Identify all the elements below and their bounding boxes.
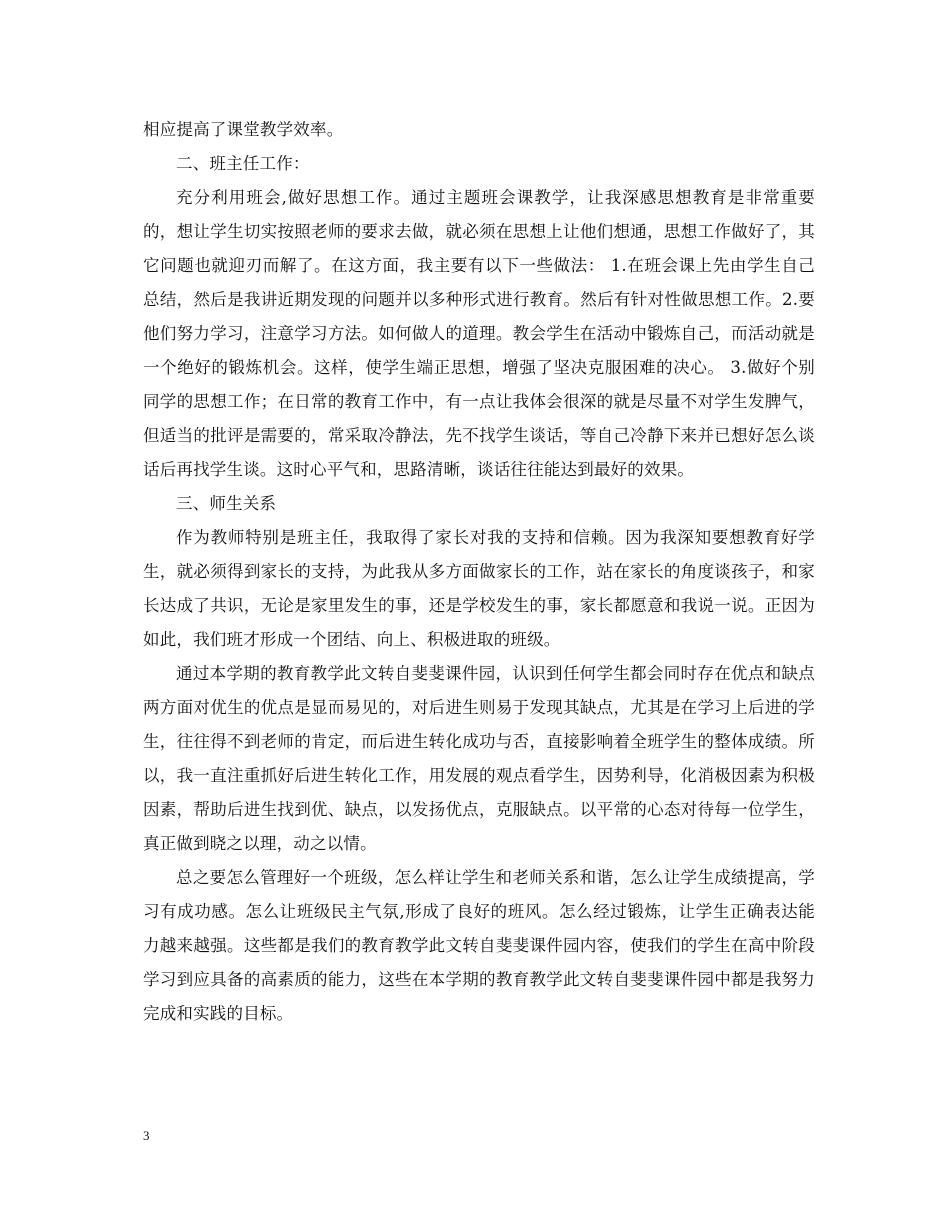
paragraph-continuation: 相应提高了课堂教学效率。: [143, 120, 344, 139]
page-number: 3: [143, 1128, 150, 1143]
document-body: [143, 113, 815, 1031]
paragraph-class-meeting: 充分利用班会,做好思想工作。通过主题班会课教学，让我深感思想教育是非常重要的，想让学生切实按照老师的要求去做，就必须在思想上让他们想通，思想工作做好了，其它问题也就迎刃而解了。在这方面，我主要有以下一些做法： 1.在班会课上先由学生自己总结，然后是我讲近期发现的问题并以多种形式进行教育。然后有针对性做思想工作。2.要他们努力学习，注意学习方法。如何做人的道理。教会学生在活动中锻炼自己，而活动就是一个绝好的锻炼机会。这样，使学生端正思想，增强了坚决克服困难的决心。 3.做好个别同学的思想工作；在日常的教育工作中，有一点让我体会很深的就是尽量不对学生发脾气，但适当的批评是需要的，常采取冷静法，先不找学生谈话，等自己冷静下来并已想好怎么谈话后再找学生谈。这时心平气和，思路清晰，谈话往往能达到最好的效果。: [143, 188, 815, 479]
paragraph-parent-support: 作为教师特别是班主任，我取得了家长对我的支持和信赖。因为我深知要想教育好学生，就必须得到家长的支持，为此我从多方面做家长的工作，站在家长的角度谈孩子，和家长达成了共识，无论是家里发生的事，还是学校发生的事，家长都愿意和我说一说。正因为如此，我们班才形成一个团结、向上、积极进取的班级。: [143, 528, 815, 649]
paragraph-conclusion: 总之要怎么管理好一个班级，怎么样让学生和老师关系和谐，怎么让学生成绩提高，学习有成功感。怎么让班级民主气氛,形成了良好的班风。怎么经过锻炼，让学生正确表达能力越来越强。这些都是我们的教育教学此文转自斐斐课件园内容，使我们的学生在高中阶段学习到应具备的高素质的能力，这些在本学期的教育教学此文转自斐斐课件园中都是我努力完成和实践的目标。: [143, 868, 815, 1023]
paragraph-struggling-students: 通过本学期的教育教学此文转自斐斐课件园，认识到任何学生都会同时存在优点和缺点两方面对优生的优点是显而易见的，对后进生则易于发现其缺点，尤其是在学习上后进的学生，往往得不到老师的肯定，而后进生转化成功与否，直接影响着全班学生的整体成绩。所以，我一直注重抓好后进生转化工作，用发展的观点看学生，因势利导，化消极因素为积极因素，帮助后进生找到优、缺点，以发扬优点，克服缺点。以平常的心态对待每一位学生，真正做到晓之以理，动之以情。: [143, 664, 815, 853]
section-heading-teacher-student-relations: 三、师生关系: [176, 494, 277, 513]
section-heading-class-teacher-work: 二、班主任工作：: [176, 154, 310, 173]
